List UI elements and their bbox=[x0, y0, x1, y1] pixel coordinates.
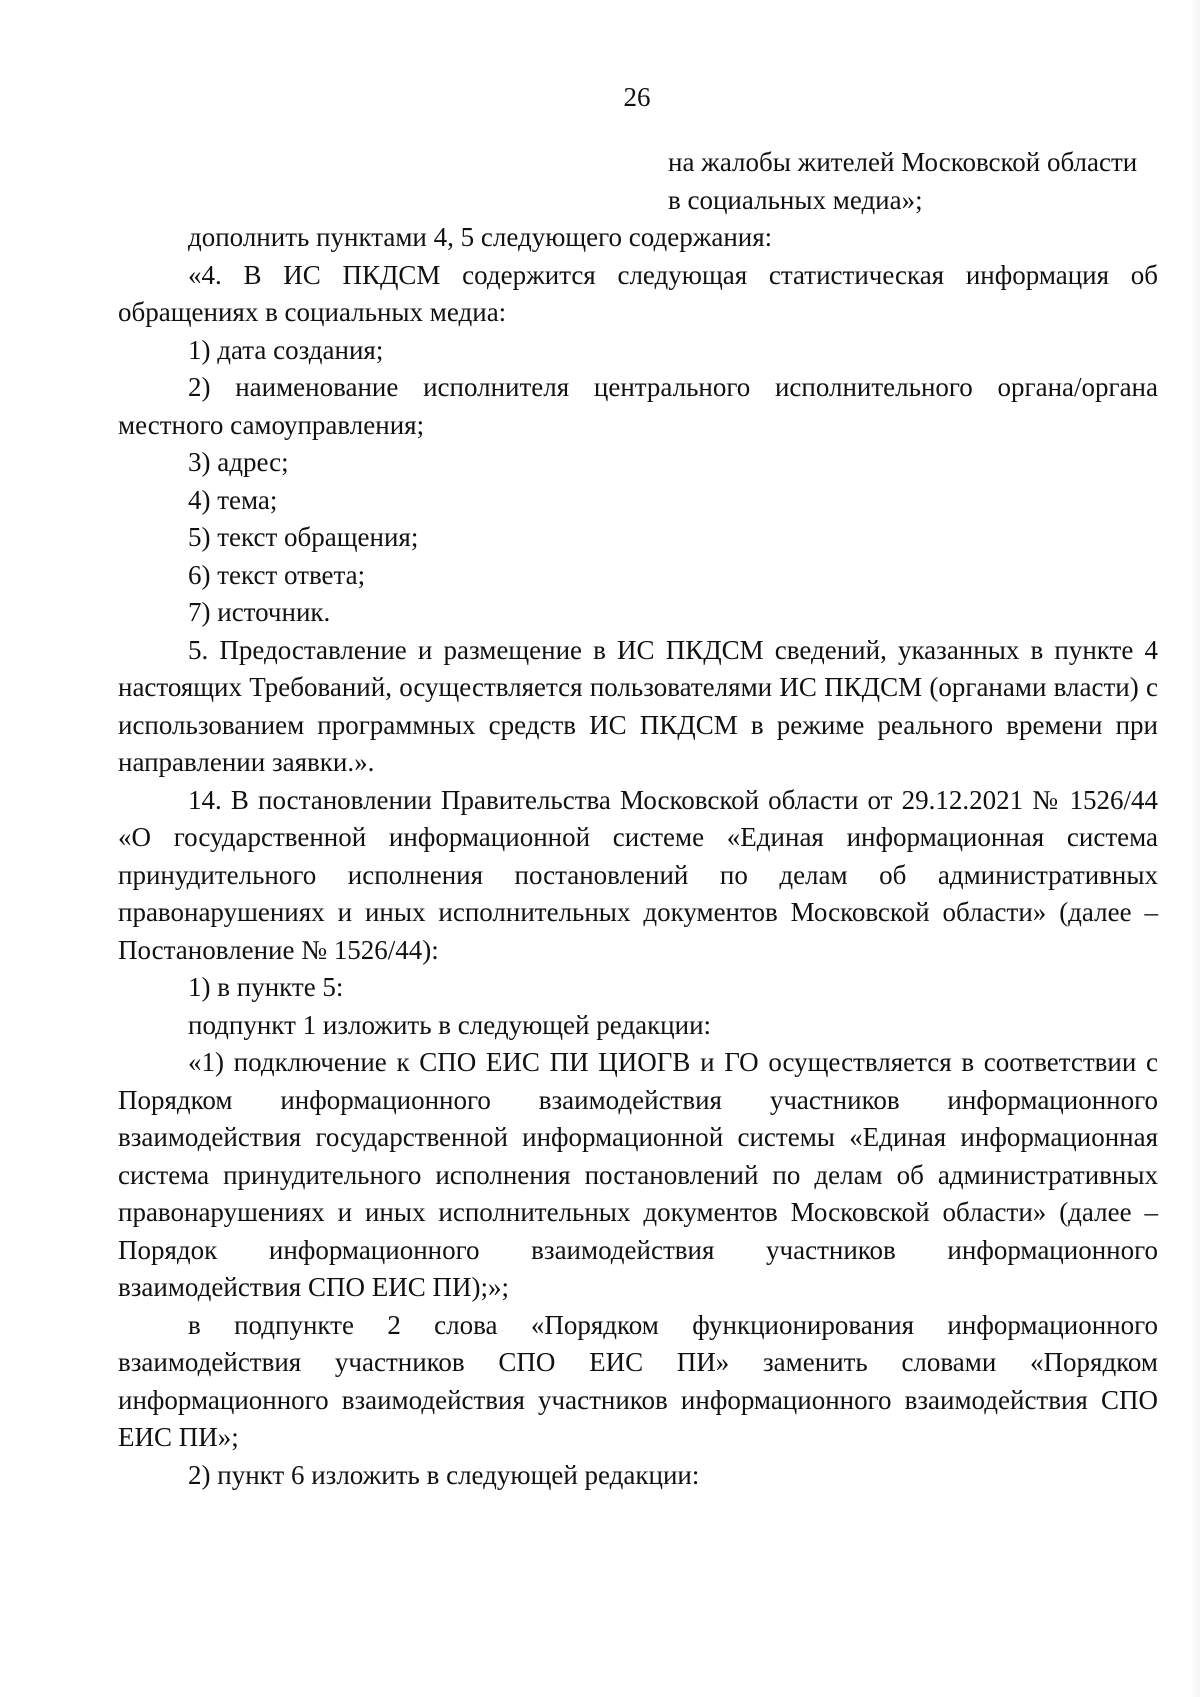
list-item-2: 2) наименование исполнителя центрального исполнительного органа/органа местного самоуправления; bbox=[118, 372, 1158, 440]
quote-tail-line-2: в социальных медиа»; bbox=[668, 184, 923, 215]
scan-edge-shade bbox=[1190, 0, 1200, 1697]
list-item-5: 5) текст обращения; bbox=[188, 522, 419, 552]
paragraph-subpoint-1-edit: подпункт 1 изложить в следующей редакции: bbox=[188, 1009, 712, 1040]
paragraph-point-5: 5. Предоставление и размещение в ИС ПКДСМ сведений, указанных в пункте 4 настоящих Требований, осуществляется пользователями ИС ПКДСМ (органами власти) с использованием программных средств ИС ПКДСМ в режиме реального времени при направлении заявки.». bbox=[118, 634, 1158, 777]
paragraph-point-4: «4. В ИС ПКДСМ содержится следующая статистическая информация об обращениях в социальных медиа: bbox=[118, 259, 1158, 327]
paragraph-section-14: 14. В постановлении Правительства Московской области от 29.12.2021 № 1526/44 «О государственной информационной системе «Единая информационная система принудительного исполнения постановлений по делам об административных правонарушениях и иных исполнительных документов Московской области» (далее – Постановление № 1526/44): bbox=[118, 784, 1158, 965]
quote-tail-line-1: на жалобы жителей Московской области bbox=[668, 147, 1138, 177]
page-number: 26 bbox=[623, 82, 651, 112]
paragraph-connection-quote: «1) подключение к СПО ЕИС ПИ ЦИОГВ и ГО осуществляется в соответствии с Порядком информационного взаимодействия участников информационного взаимодействия государственной информационной системы «Единая информационная система принудительного исполнения постановлений по делам об административных правонарушениях и иных исполнительных документов Московской области» (далее – Порядок информационного взаимодействия участников информационного взаимодействия СПО ЕИС ПИ);»; bbox=[118, 1047, 1158, 1302]
list-item-6: 6) текст ответа; bbox=[188, 559, 366, 590]
document-body bbox=[118, 144, 1158, 1494]
list-item-7: 7) источник. bbox=[188, 597, 331, 627]
list-item-4: 4) тема; bbox=[188, 484, 278, 515]
paragraph-subpoint-2-replace: в подпункте 2 слова «Порядком функционирования информационного взаимодействия участников СПО ЕИС ПИ» заменить словами «Порядком информационного взаимодействия участников информационного взаимодействия СПО ЕИС ПИ»; bbox=[118, 1309, 1158, 1452]
paragraph-add-points: дополнить пунктами 4, 5 следующего содержания: bbox=[188, 222, 773, 252]
paragraph-point-6-edit: 2) пункт 6 изложить в следующей редакции: bbox=[188, 1459, 700, 1490]
list-item-3: 3) адрес; bbox=[188, 447, 289, 477]
list-item-1: 1) дата создания; bbox=[188, 334, 384, 365]
paragraph-subitem-1: 1) в пункте 5: bbox=[188, 972, 344, 1002]
